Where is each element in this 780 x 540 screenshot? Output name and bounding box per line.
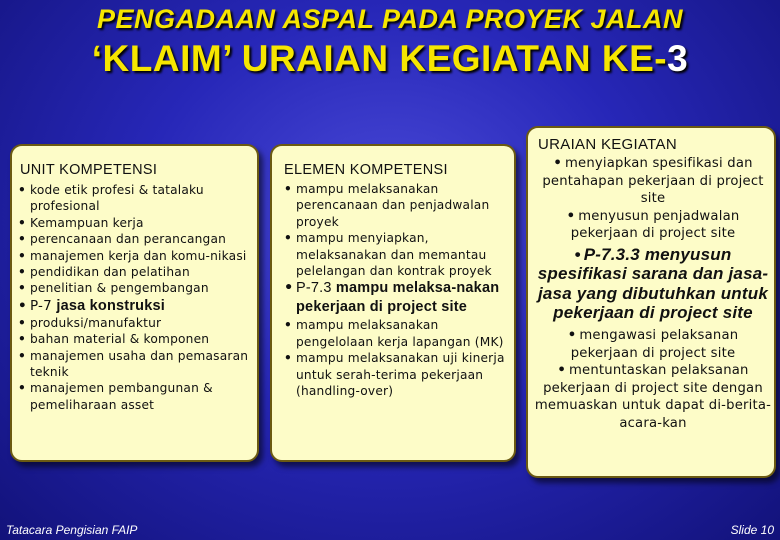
item-prefix: P-7.3 bbox=[296, 280, 336, 297]
uraian-kegiatan-list bbox=[534, 155, 772, 433]
unit-kompetensi-list bbox=[18, 182, 254, 413]
list-item: • menyiapkan spesifikasi dan pentahapan pekerjaan di project site bbox=[534, 155, 772, 208]
list-item: • manajemen usaha dan pemasaran teknik bbox=[18, 348, 254, 381]
list-item: • penelitian & pengembangan bbox=[18, 280, 254, 296]
slide-title-line-1: PENGADAAN ASPAL PADA PROYEK JALAN bbox=[96, 4, 684, 34]
slide-number: Slide 10 bbox=[730, 523, 774, 537]
list-item-highlight: • P-7.3.3 menyusun spesifikasi sarana dan jasa-jasa yang dibutuhkan untuk pekerjaan di project site bbox=[534, 245, 772, 323]
footer-caption: Tatacara Pengisian FAIP bbox=[6, 523, 138, 537]
list-item: • manajemen pembangunan & pemeliharaan asset bbox=[18, 380, 254, 413]
list-item-highlight bbox=[284, 279, 510, 317]
list-item: • mampu melaksanakan perencanaan dan penjadwalan proyek bbox=[284, 181, 510, 230]
unit-kompetensi-panel bbox=[10, 144, 259, 462]
slide-title-line-2 bbox=[0, 38, 780, 80]
list-item-highlight bbox=[18, 297, 254, 315]
uraian-kegiatan-header: URAIAN KEGIATAN bbox=[538, 136, 677, 153]
list-item: • menyusun penjadwalan pekerjaan di project site bbox=[534, 208, 772, 243]
list-item: • Kemampuan kerja bbox=[18, 215, 254, 231]
elemen-kompetensi-list bbox=[284, 181, 510, 399]
list-item: • manajemen kerja dan komu-nikasi bbox=[18, 248, 254, 264]
slide-title-number: 3 bbox=[667, 38, 689, 79]
list-item: • mampu menyiapkan, melaksanakan dan memantau pelelangan dan kontrak proyek bbox=[284, 230, 510, 279]
list-item: • mampu melaksanakan uji kinerja untuk serah-terima pekerjaan (handling-over) bbox=[284, 350, 510, 399]
list-item: • mampu melaksanakan pengelolaan kerja lapangan (MK) bbox=[284, 317, 510, 350]
list-item: • mengawasi pelaksanan pekerjaan di project site bbox=[534, 327, 772, 362]
slide-title-text: ‘KLAIM’ URAIAN KEGIATAN KE- bbox=[91, 38, 668, 79]
item-bold: jasa konstruksi bbox=[56, 297, 165, 314]
list-item: • perencanaan dan perancangan bbox=[18, 231, 254, 247]
list-item: • bahan material & komponen bbox=[18, 331, 254, 347]
unit-kompetensi-header: UNIT KOMPETENSI bbox=[20, 162, 158, 178]
list-item: • mentuntaskan pelaksanan pekerjaan di project site dengan memuaskan untuk dapat di-berita-acara-kan bbox=[534, 362, 772, 432]
list-item: • kode etik profesi & tatalaku profesional bbox=[18, 182, 254, 215]
item-bold: mampu melaksa-nakan pekerjaan di project site bbox=[296, 280, 500, 316]
uraian-kegiatan-panel bbox=[526, 126, 776, 478]
list-item: • pendidikan dan pelatihan bbox=[18, 264, 254, 280]
elemen-kompetensi-header: ELEMEN KOMPETENSI bbox=[284, 162, 448, 178]
elemen-kompetensi-panel bbox=[270, 144, 516, 462]
list-item: • produksi/manufaktur bbox=[18, 315, 254, 331]
item-prefix: P-7 bbox=[30, 297, 57, 314]
